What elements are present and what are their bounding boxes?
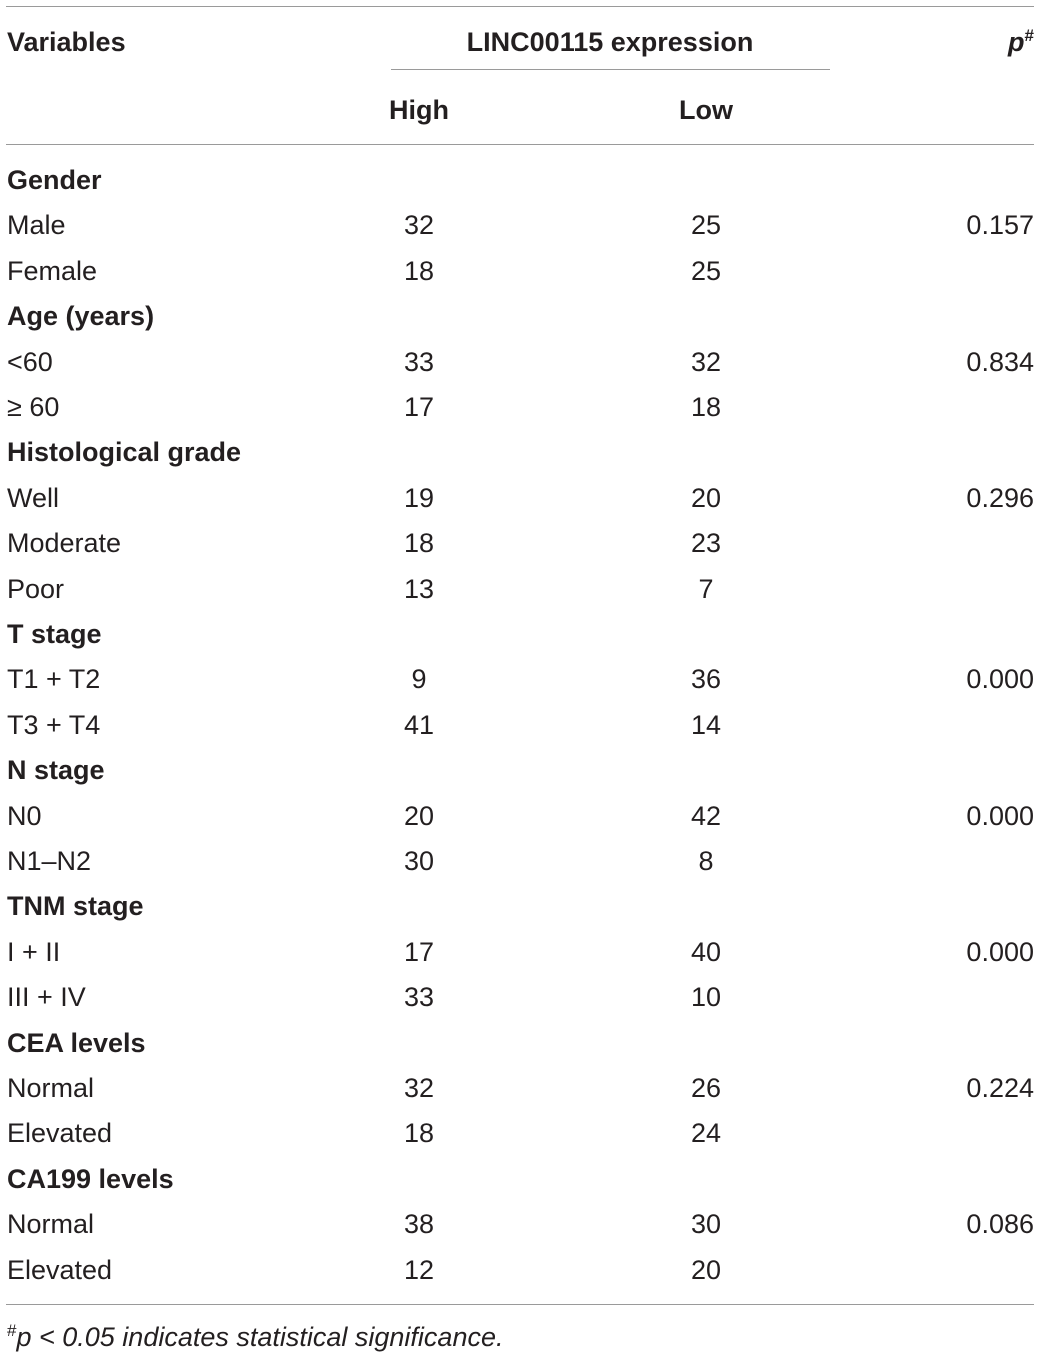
section-title: T stage	[7, 619, 102, 649]
header-p-mark: #	[1024, 26, 1034, 45]
row-label: Poor	[7, 573, 65, 604]
footnote-text: p < 0.05 indicates statistical significance.	[16, 1322, 504, 1352]
row-label: Normal	[7, 1073, 95, 1103]
cell-high: 33	[403, 346, 435, 377]
section-title: CEA levels	[7, 1027, 146, 1058]
cell-low: 42	[690, 800, 722, 831]
cell-p-value: 0.224	[966, 1073, 1034, 1103]
row-label: III + IV	[7, 982, 86, 1013]
group-rule	[391, 69, 830, 70]
cell-low: 25	[690, 210, 722, 241]
cell-high: 41	[403, 709, 435, 740]
cell-p-value: 0.000	[966, 800, 1034, 831]
header-variables: Variables	[7, 27, 126, 57]
cell-high: 17	[403, 936, 435, 967]
row-label: T3 + T4	[7, 709, 101, 740]
cell-low: 8	[698, 846, 714, 876]
section-title: N stage	[7, 755, 105, 786]
cell-high: 30	[403, 846, 435, 876]
row-label: N1–N2	[7, 846, 92, 876]
cell-low: 18	[690, 392, 722, 422]
cell-low: 30	[690, 1209, 722, 1240]
row-label: <60	[7, 346, 53, 377]
cell-p-value: 0.157	[966, 210, 1034, 241]
cell-high: 13	[403, 573, 435, 604]
row-label: T1 + T2	[7, 664, 101, 695]
row-label: Male	[7, 210, 66, 241]
cell-low: 23	[690, 528, 722, 559]
cell-low: 32	[690, 346, 722, 377]
cell-high: 12	[403, 1254, 435, 1285]
cell-high: 17	[403, 392, 435, 422]
cell-high: 33	[403, 982, 435, 1013]
cell-p-value: 0.086	[966, 1209, 1034, 1240]
cell-low: 25	[690, 255, 722, 286]
row-label: Female	[7, 255, 98, 286]
row-label: Well	[7, 482, 60, 513]
cell-high: 32	[403, 1073, 435, 1103]
row-label: Moderate	[7, 528, 122, 559]
cell-low: 7	[698, 573, 714, 604]
section-title: Age (years)	[7, 301, 155, 332]
cell-high: 18	[403, 1118, 435, 1149]
footnote-mark: #	[7, 1321, 17, 1340]
cell-high: 9	[411, 664, 427, 695]
cell-low: 24	[690, 1118, 722, 1149]
cell-low: 36	[690, 664, 722, 695]
header-low: Low	[679, 95, 733, 125]
cell-high: 18	[403, 255, 435, 286]
row-label: N0	[7, 800, 42, 831]
section-title: Gender	[7, 165, 102, 195]
cell-high: 20	[403, 800, 435, 831]
cell-high: 19	[403, 482, 435, 513]
section-title: TNM stage	[7, 891, 144, 922]
section-title: Histological grade	[7, 437, 242, 468]
footnote	[7, 1320, 503, 1354]
cell-p-value: 0.296	[966, 482, 1034, 513]
cell-low: 20	[690, 1254, 722, 1285]
cell-high: 18	[403, 528, 435, 559]
header-p-letter: p	[1008, 27, 1025, 57]
cell-low: 26	[690, 1073, 722, 1103]
top-rule	[6, 6, 1034, 7]
cell-low: 14	[690, 709, 722, 740]
row-label: ≥ 60	[7, 392, 60, 422]
cell-high: 32	[403, 210, 435, 241]
bottom-rule	[6, 1304, 1034, 1305]
cell-low: 20	[690, 482, 722, 513]
section-title: CA199 levels	[7, 1163, 174, 1194]
row-label: I + II	[7, 936, 61, 967]
header-high: High	[389, 95, 449, 125]
cell-high: 38	[403, 1209, 435, 1240]
cell-p-value: 0.000	[966, 936, 1034, 967]
row-label: Normal	[7, 1209, 95, 1240]
header-rule	[6, 144, 1034, 145]
row-label: Elevated	[7, 1118, 113, 1149]
cell-p-value: 0.000	[966, 664, 1034, 695]
cell-low: 40	[690, 936, 722, 967]
header-p-value	[1008, 25, 1034, 59]
cell-p-value: 0.834	[966, 346, 1034, 377]
cell-low: 10	[690, 982, 722, 1013]
header-group-label: LINC00115 expression	[466, 27, 754, 57]
row-label: Elevated	[7, 1254, 113, 1285]
